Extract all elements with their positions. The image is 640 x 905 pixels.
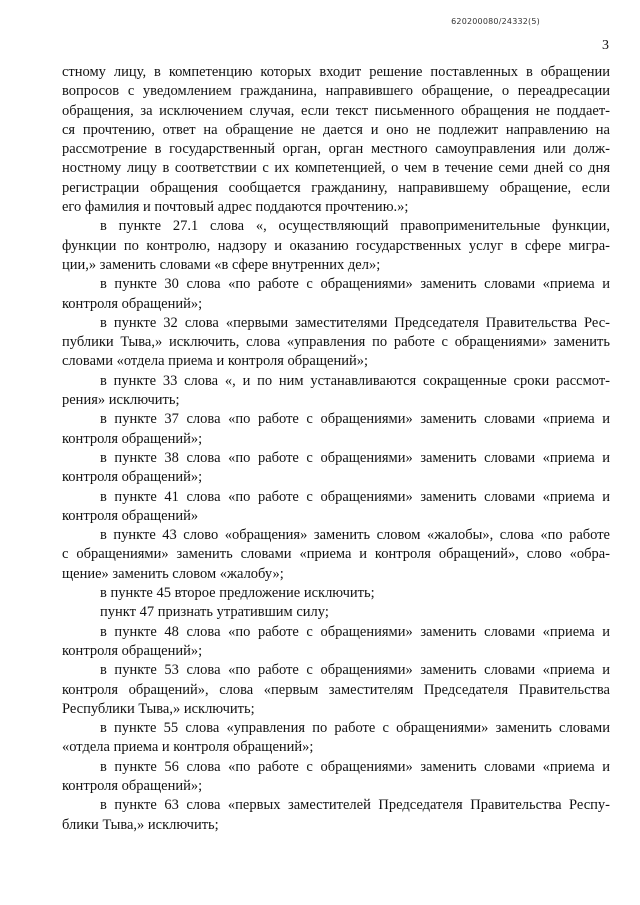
text-line: в пункте 37 слова «по работе с обращениями» заменить словами «приема и: [100, 411, 610, 428]
text-line: в пункте 56 слова «по работе с обращениями» заменить словами «приема и: [100, 758, 610, 775]
text-line: в пункте 45 второе предложение исключить;: [100, 585, 375, 602]
text-line: публики Тыва,» исключить, слова «управления по работе с обращениями» заменить: [62, 334, 610, 351]
text-line: контроля обращений»;: [62, 777, 203, 794]
page-number: 3: [602, 38, 609, 53]
text-line: в пункте 33 слова «, и по ним устанавливаются сокращенные сроки рассмот-: [100, 372, 610, 389]
text-line: словами «отдела приема и контроля обращений»;: [62, 353, 369, 370]
text-line: в пункте 43 слово «обращения» заменить словом «жалобы», слова «по работе: [100, 527, 610, 544]
text-line: стному лицу, в компетенцию которых входит решение поставленных в обращении: [62, 64, 610, 80]
text-line: в пункте 27.1 слова «, осуществляющий правоприменительные функции,: [100, 218, 610, 235]
document-body: [62, 63, 610, 835]
text-line: пункт 47 признать утратившим силу;: [100, 604, 329, 621]
text-line: в пункте 38 слова «по работе с обращениями» заменить словами «приема и: [100, 449, 610, 466]
text-line: контроля обращений»;: [62, 642, 203, 659]
text-line: контроля обращений»;: [62, 295, 203, 312]
text-line: контроля обращений»;: [62, 469, 203, 486]
text-line: блики Тыва,» исключить;: [62, 816, 219, 833]
text-line: в пункте 41 слова «по работе с обращениями» заменить словами «приема и: [100, 488, 610, 505]
text-line: обращения, за исключением случая, если текст письменного обращения не поддает-: [62, 102, 610, 119]
text-line: контроля обращений»: [62, 507, 199, 524]
text-line: с обращениями» заменить словами «приема и контроля обращений», слово «обра-: [62, 546, 610, 563]
text-line: рения» исключить;: [62, 392, 180, 409]
text-line: в пункте 30 слова «по работе с обращениями» заменить словами «приема и: [100, 276, 610, 293]
text-line: ностному лицу в соответствии с их компетенцией, о чем в течение семи дней со дня: [62, 160, 610, 177]
text-line: в пункте 55 слова «управления по работе с обращениями» заменить словами: [100, 720, 610, 737]
text-line: регистрации обращения сообщается гражданину, направившему обращение, если: [62, 179, 610, 196]
text-line: щение» заменить словом «жалобу»;: [62, 565, 284, 582]
text-line: в пункте 53 слова «по работе с обращениями» заменить словами «приема и: [100, 662, 610, 679]
text-line: в пункте 48 слова «по работе с обращениями» заменить словами «приема и: [100, 623, 610, 640]
text-line: функции по контролю, надзору и оказанию государственных услуг в сфере мигра-: [62, 237, 610, 254]
text-line: контроля обращений»;: [62, 430, 203, 447]
text-line: «отдела приема и контроля обращений»;: [62, 739, 314, 756]
text-line: ся прочтению, ответ на обращение не дается и оно не подлежит направлению на: [62, 121, 610, 138]
text-line: вопросов с уведомлением гражданина, направившего обращение, о переадресации: [62, 83, 610, 100]
text-line: в пункте 63 слова «первых заместителей Председателя Правительства Респу-: [100, 797, 610, 814]
document-id: 620200080/24332(5): [451, 17, 540, 26]
text-line: в пункте 32 слова «первыми заместителями Председателя Правительства Рес-: [100, 314, 610, 331]
text-line: Республики Тыва,» исключить;: [62, 700, 255, 717]
text-line: контроля обращений», слова «первым заместителям Председателя Правительства: [62, 681, 610, 698]
text-line: рассмотрение в государственный орган, орган местного самоуправления или долж-: [62, 141, 610, 158]
text-line: ции,» заменить словами «в сфере внутренних дел»;: [62, 256, 381, 273]
text-line: его фамилия и почтовый адрес поддаются прочтению.»;: [62, 199, 409, 216]
